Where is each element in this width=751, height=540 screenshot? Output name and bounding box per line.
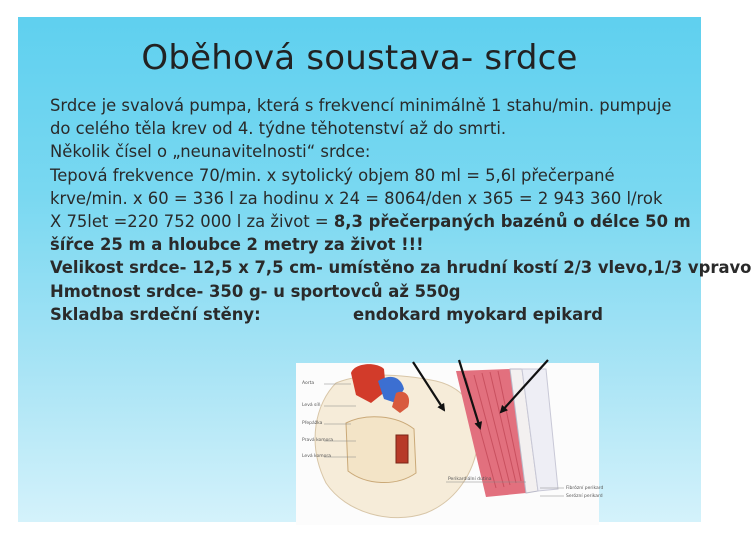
label-right-ventricle: Pravá komora <box>302 438 334 443</box>
slide-title: Oběhová soustava- srdce <box>141 38 578 78</box>
label-pericardial-cavity: Perikardiální dutina <box>448 477 492 482</box>
slide-body <box>50 94 751 326</box>
heart-wall-layers: endokard myokard epikard <box>353 304 604 324</box>
text-line-1: Srdce je svalová pumpa, která s frekvencí minimálně 1 stahu/min. pumpuje <box>50 96 672 115</box>
label-septum: Přepážka <box>302 421 323 426</box>
text-line-9: Hmotnost srdce- 350 g- u sportovců až 550g <box>50 281 461 301</box>
text-line-7: šířce 25 m a hloubce 2 metry za život !!! <box>50 235 424 255</box>
heart-diagram-svg <box>296 363 604 525</box>
text-line-2: do celého těla krev od 4. týdne těhotenství až do smrti. <box>50 119 507 139</box>
text-line-6-plain: X 75let =220 752 000 l za život = <box>50 212 334 232</box>
label-fibrous-pericardium: Fibrózní perikard <box>566 486 604 491</box>
wall-sample-shape <box>396 435 408 463</box>
text-line-3: Několik čísel o „neunavitelnosti“ srdce: <box>50 142 371 162</box>
text-line-4: Tepová frekvence 70/min. x sytolický objem 80 ml = 5,6l přečerpané <box>50 165 615 185</box>
text-line-6-bold: 8,3 přečerpaných bazénů o délce 50 m <box>333 212 691 232</box>
label-left-atrium: Levá síň <box>302 403 321 408</box>
text-line-6 <box>50 210 690 233</box>
text-line-8: Velikost srdce- 12,5 x 7,5 cm- umístěno za hrudní kostí 2/3 vlevo,1/3 vpravo <box>50 258 751 278</box>
label-serous-pericardium: Serózní perikard <box>566 494 603 499</box>
text-line-5: krve/min. x 60 = 336 l za hodinu x 24 = 8064/den x 365 = 2 943 360 l/rok <box>50 188 663 208</box>
text-line-10 <box>50 303 690 326</box>
label-aorta: Aorta <box>302 381 315 386</box>
heart-wall-illustration <box>296 363 604 525</box>
label-left-ventricle: Levá komora <box>302 454 331 459</box>
heart-wall-label: Skladba srdeční stěny: <box>50 304 261 324</box>
